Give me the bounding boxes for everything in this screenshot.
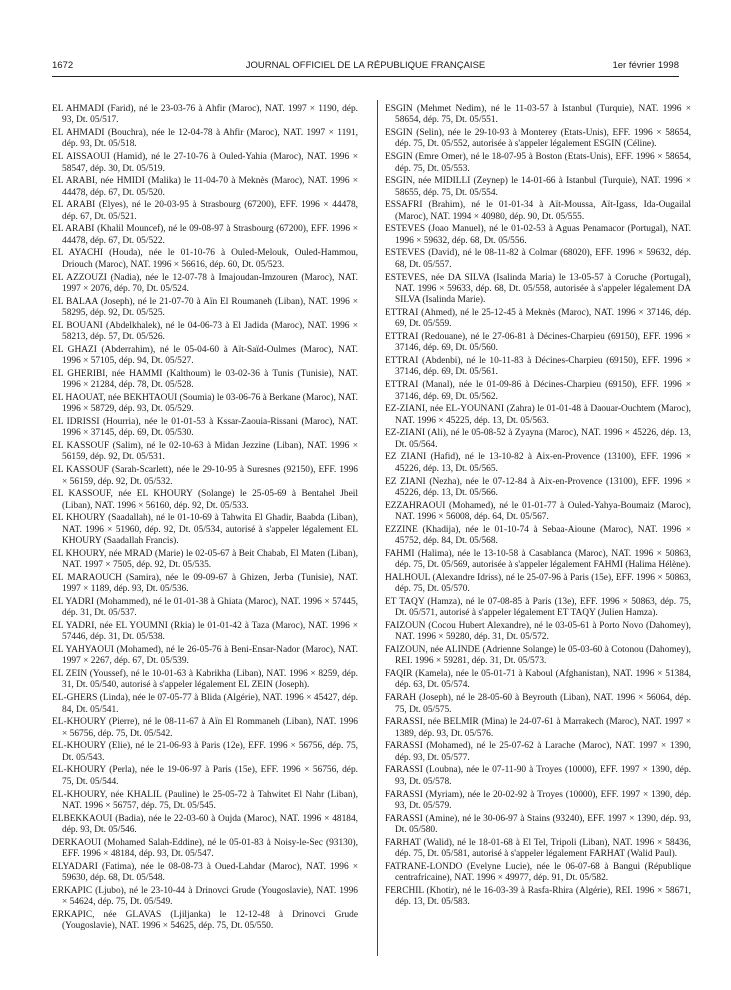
registry-entry: FARASSI (Mohamed), né le 25-07-62 à Larache (Maroc), NAT. 1997 × 1390, dép. 93, Dt. 05/577. [385, 741, 691, 763]
registry-entry: FAIZOUN (Cocou Hubert Alexandre), né le 03-05-61 à Porto Novo (Dahomey), NAT. 1996 × 59280, dép. 31, Dt. 05/572. [385, 620, 691, 643]
registry-entry: EZ-ZIANI, née EL-YOUNANI (Zahra) le 01-01-48 à Daouar-Ouchtem (Maroc), NAT. 1996 × 45225, dép. 13, Dt. 05/563. [385, 404, 691, 426]
registry-entry: EZZAHRAOUI (Mohamed), né le 01-01-77 à Ouled-Yahya-Boumaiz (Maroc), NAT. 1996 × 56008, dép. 64, Dt. 05/567. [385, 500, 691, 522]
registry-entry: EL KASSOUF (Salim), né le 02-10-63 à Midan Jezzine (Liban), NAT. 1996 × 56159, dép. 92, Dt. 05/531. [52, 441, 358, 463]
registry-entry: ERKAPIC, née GLAVAS (Ljiljanka) le 12-12-48 à Drinovci Grude (Yougoslavie), NAT. 1996 × 54625, dép. 75, Dt. 05/550. [52, 909, 358, 932]
registry-entry: EL AHMADI (Farid), né le 23-03-76 à Ahfir (Maroc), NAT. 1997 × 1190, dép. 93, Dt. 05/517. [52, 104, 358, 126]
registry-entry: EL IDRISSI (Hourria), née le 01-01-53 à Kssar-Zaouia-Rissani (Maroc), NAT. 1996 × 37145, dép. 69, Dt. 05/530. [52, 417, 358, 439]
registry-entry: ESGIN, née MIDILLI (Zeynep) le 14-01-66 à Istanbul (Turquie), NAT. 1996 × 58655, dép. 75, Dt. 05/554. [385, 176, 691, 198]
page-header [52, 60, 679, 76]
registry-entry: EL GHERIBI, née HAMMI (Kalthoum) le 03-02-36 à Tunis (Tunisie), NAT. 1996 × 21284, dép. 78, Dt. 05/528. [52, 368, 358, 391]
registry-entry: FERCHIL (Khotir), né le 16-03-39 à Rasfa-Rhira (Algérie), REI. 1996 × 58671, dép. 13, Dt. 05/583. [385, 885, 691, 908]
registry-entry: EZ ZIANI (Hafid), né le 13-10-82 à Aix-en-Provence (13100), EFF. 1996 × 45226, dép. 13, Dt. 05/565. [385, 452, 691, 474]
registry-entry: FARASSI (Amine), né le 30-06-97 à Stains (93240), EFF. 1997 × 1390, dép. 93, Dt. 05/580. [385, 813, 691, 835]
registry-entry: FAHMI (Halima), née le 13-10-58 à Casablanca (Maroc), NAT. 1996 × 50863, dép. 75, Dt. 05/569, autorisée à s'appeler légalement FAHMI (Halima Hélène). [385, 548, 691, 571]
registry-entry: EL ARABI, née HMIDI (Malika) le 11-04-70 à Meknès (Maroc), NAT. 1996 × 44478, dép. 67, Dt. 05/520. [52, 176, 358, 198]
registry-entry: EL AISSAOUI (Hamid), né le 27-10-76 à Ouled-Yahia (Maroc), NAT. 1996 × 58547, dép. 30, Dt. 05/519. [52, 152, 358, 174]
right-column [385, 104, 691, 910]
registry-entry: ET TAQY (Hamza), né le 07-08-85 à Paris (13e), EFF. 1996 × 50863, dép. 75, Dt. 05/571, autorisé à s'appeler légalement ET TAQY (Julien Hamza). [385, 596, 691, 619]
registry-entry: EL KHOURY (Saadallah), né le 01-10-69 à Tahwita El Ghadir, Baabda (Liban), NAT. 1996 × 51960, dép. 92, Dt. 05/534, autorisé à s'appeler légalement EL KHOURY (Saadallah Francis). [52, 513, 358, 547]
registry-entry: ESGIN (Selin), née le 29-10-93 à Monterey (Etats-Unis), EFF. 1996 × 58654, dép. 75, Dt. 05/552, autorisée à s'appeler légalement ESGIN (Céline). [385, 128, 691, 150]
registry-entry: ESTEVES (David), né le 08-11-82 à Colmar (68020), EFF. 1996 × 59632, dép. 68, Dt. 05/557. [385, 248, 691, 270]
registry-entry: ETTRAI (Ahmed), né le 25-12-45 à Meknès (Maroc), NAT. 1996 × 37146, dép. 69, Dt. 05/559. [385, 307, 691, 330]
registry-entry: FATRANE-LONDO (Evelyne Lucie), née le 06-07-68 à Bangui (République centrafricaine), NAT. 1996 × 49977, dép. 91, Dt. 05/582. [385, 861, 691, 884]
registry-entry: EZ ZIANI (Nezha), née le 07-12-84 à Aix-en-Provence (13100), EFF. 1996 × 45226, dép. 13, Dt. 05/566. [385, 476, 691, 498]
registry-entry: EL HAOUAT, née BEKHTAOUI (Soumia) le 03-06-76 à Berkane (Maroc), NAT. 1996 × 58729, dép. 93, Dt. 05/529. [52, 392, 359, 415]
registry-entry: ESTEVES, née DA SILVA (Isalinda Maria) le 13-05-57 à Coruche (Portugal), NAT. 1996 × 59633, dép. 68, Dt. 05/558, autorisée à s'appeler légalement DA SILVA (Isalinda Marie). [385, 272, 691, 306]
registry-entry: DERKAOUI (Mohamed Salah-Eddine), né le 05-01-83 à Noisy-le-Sec (93130), EFF. 1996 × 48184, dép. 93, Dt. 05/547. [52, 837, 358, 860]
registry-entry: EL GHAZI (Abderrahim), né le 05-04-60 à Aït-Saïd-Oulmes (Maroc), NAT. 1996 × 57105, dép. 94, Dt. 05/527. [52, 344, 358, 367]
registry-entry: EL KHOURY, née MRAD (Marie) le 02-05-67 à Beit Chabab, El Maten (Liban), NAT. 1997 × 7505, dép. 92, Dt. 05/535. [52, 548, 358, 571]
registry-entry: FAQIR (Kamela), née le 05-01-71 à Kaboul (Afghanistan), NAT. 1996 × 51384, dép. 63, Dt. 05/574. [385, 669, 691, 691]
registry-entry: ELYADARI (Fatima), née le 08-08-73 à Oued-Lahdar (Maroc), NAT. 1996 × 59630, dép. 68, Dt. 05/548. [52, 861, 358, 884]
registry-entry: FARASSI (Loubna), née le 07-11-90 à Troyes (10000), EFF. 1997 × 1390, dép. 93, Dt. 05/578. [385, 765, 691, 787]
journal-title: JOURNAL OFFICIEL DE LA RÉPUBLIQUE FRANÇAISE [245, 60, 486, 71]
registry-entry: EL YADRI, née EL YOUMNI (Rkia) le 01-01-42 à Taza (Maroc), NAT. 1996 × 57446, dép. 31, Dt. 05/538. [52, 620, 358, 643]
left-column [52, 104, 358, 934]
registry-entry: EZZINE (Khadija), née le 01-10-74 à Sebaa-Aioune (Maroc), NAT. 1996 × 45752, dép. 84, Dt. 05/568. [385, 524, 691, 547]
registry-entry: EL-KHOURY (Elie), né le 21-06-93 à Paris (12e), EFF. 1996 × 56756, dép. 75, Dt. 05/543. [52, 741, 358, 763]
registry-entry: FARASSI, née BELMIR (Mina) le 24-07-61 à Marrakech (Maroc), NAT. 1997 × 1389, dép. 93, Dt. 05/576. [385, 717, 691, 739]
registry-entry: EL AHMADI (Bouchra), née le 12-04-78 à Ahfir (Maroc), NAT. 1997 × 1191, dép. 93, Dt. 05/518. [52, 128, 358, 150]
registry-entry: EL ZEIN (Youssef), né le 10-01-63 à Kabrikha (Liban), NAT. 1996 × 8259, dép. 31, Dt. 05/540, autorisé à s'appeler légalement EL ZEIN (Joseph). [52, 669, 358, 691]
column-divider [377, 100, 378, 956]
registry-entry: EL YAHYAOUI (Mohamed), né le 26-05-76 à Beni-Ensar-Nador (Maroc), NAT. 1997 × 2267, dép. 67, Dt. 05/539. [52, 645, 358, 667]
registry-entry: EL KASSOUF (Sarah-Scarlett), née le 29-10-95 à Suresnes (92150), EFF. 1996 × 56159, dép. 92, Dt. 05/532. [52, 465, 358, 487]
registry-entry: EL BOUANI (Abdelkhalek), né le 04-06-73 à El Jadida (Maroc), NAT. 1996 × 58213, dép. 57, Dt. 05/526. [52, 320, 358, 343]
registry-entry: EZ-ZIANI (Ali), né le 05-08-52 à Zyayna (Maroc), NAT. 1996 × 45226, dép. 13, Dt. 05/564. [385, 428, 691, 450]
registry-entry: EL-KHOURY (Perla), née le 19-06-97 à Paris (15e), EFF. 1996 × 56756, dép. 75, Dt. 05/544. [52, 765, 358, 787]
registry-entry: EL ARABI (Elyes), né le 20-03-95 à Strasbourg (67200), EFF. 1996 × 44478, dép. 67, Dt. 05/521. [52, 200, 358, 222]
registry-entry: EL BALAA (Joseph), né le 21-07-70 à Aïn El Roumaneh (Liban), NAT. 1996 × 58295, dép. 92, Dt. 05/525. [52, 296, 358, 318]
header-rule [52, 76, 679, 77]
registry-entry: ETTRAI (Abdenbi), né le 10-11-83 à Décines-Charpieu (69150), EFF. 1996 × 37146, dép. 69, Dt. 05/561. [385, 356, 691, 378]
registry-entry: ELBEKKAOUI (Badia), née le 22-03-60 à Oujda (Maroc), NAT. 1996 × 48184, dép. 93, Dt. 05/546. [52, 813, 358, 835]
registry-entry: EL-GHERS (Linda), née le 07-05-77 à Blida (Algérie), NAT. 1996 × 45427, dép. 84, Dt. 05/541. [52, 693, 358, 715]
registry-entry: ERKAPIC (Ljubo), né le 23-10-44 à Drinovci Grude (Yougoslavie), NAT. 1996 × 54624, dép. 75, Dt. 05/549. [52, 885, 358, 908]
registry-entry: HALHOUL (Alexandre Idriss), né le 25-07-96 à Paris (15e), EFF. 1996 × 50863, dép. 75, Dt. 05/570. [385, 572, 691, 595]
registry-entry: FARASSI (Myriam), née le 20-02-92 à Troyes (10000), EFF. 1997 × 1390, dép. 93, Dt. 05/579. [385, 789, 691, 811]
page-number: 1672 [52, 60, 74, 71]
registry-entry: EL ARABI (Khalil Mouncef), né le 09-08-97 à Strasbourg (67200), EFF. 1996 × 44478, dép. 67, Dt. 05/522. [52, 224, 358, 246]
registry-entry: ETTRAI (Manal), née le 01-09-86 à Décines-Charpieu (69150), EFF. 1996 × 37146, dép. 69, Dt. 05/562. [385, 380, 691, 402]
registry-entry: EL YADRI (Mohammed), né le 01-01-38 à Ghiata (Maroc), NAT. 1996 × 57445, dép. 31, Dt. 05/537. [52, 596, 358, 619]
registry-entry: EL AZZOUZI (Nadia), née le 12-07-78 à Imajoudan-Imzouren (Maroc), NAT. 1997 × 2076, dép. 70, Dt. 05/524. [52, 272, 358, 294]
registry-entry: FAIZOUN, née ALINDE (Adrienne Solange) le 05-03-60 à Cotonou (Dahomey), REI. 1996 × 59281, dép. 31, Dt. 05/573. [385, 645, 691, 667]
registry-entry: EL-KHOURY (Pierre), né le 08-11-67 à Aïn El Rommaneh (Liban), NAT. 1996 × 56756, dép. 75, Dt. 05/542. [52, 717, 358, 739]
publication-date: 1er février 1998 [612, 60, 679, 71]
registry-entry: ETTRAI (Redouane), né le 27-06-81 à Décines-Charpieu (69150), EFF. 1996 × 37146, dép. 69, Dt. 05/560. [385, 332, 691, 354]
registry-entry: ESTEVES (Joao Manuel), né le 01-02-53 à Aguas Penamacor (Portugal), NAT. 1996 × 59632, dép. 68, Dt. 05/556. [385, 224, 691, 246]
registry-entry: EL KASSOUF, née EL KHOURY (Solange) le 25-05-69 à Bentahel Jbeil (Liban), NAT. 1996 × 56160, dép. 92, Dt. 05/533. [52, 489, 358, 511]
registry-entry: EL AYACHI (Houda), née le 01-10-76 à Ouled-Melouk, Ouled-Hammou, Driouch (Maroc), NAT. 1996 × 56616, dép. 60, Dt. 05/523. [52, 248, 358, 270]
registry-entry: EL MARAOUCH (Samira), née le 09-09-67 à Ghizen, Jerba (Tunisie), NAT. 1997 × 1189, dép. 93, Dt. 05/536. [52, 572, 358, 595]
registry-entry: ESSAFRI (Brahim), né le 01-01-34 à Aït-Moussa, Aït-Igass, Ida-Ougailal (Maroc), NAT. 1994 × 40980, dép. 90, Dt. 05/555. [385, 200, 691, 222]
registry-entry: FARHAT (Walid), né le 18-01-68 à El Tel, Tripoli (Liban), NAT. 1996 × 58436, dép. 75, Dt. 05/581, autorisé à s'appeler légalement FARHAT (Walid Paul). [385, 837, 691, 860]
registry-entry: EL-KHOURY, née KHALIL (Pauline) le 25-05-72 à Tahwitet El Nahr (Liban), NAT. 1996 × 56757, dép. 75, Dt. 05/545. [52, 789, 358, 811]
registry-entry: FARAH (Joseph), né le 28-05-60 à Beyrouth (Liban), NAT. 1996 × 56064, dép. 75, Dt. 05/575. [385, 693, 691, 715]
registry-entry: ESGIN (Mehmet Nedim), né le 11-03-57 à Istanbul (Turquie), NAT. 1996 × 58654, dép. 75, Dt. 05/551. [385, 104, 691, 126]
registry-entry: ESGIN (Emre Omer), né le 18-07-95 à Boston (Etats-Unis), EFF. 1996 × 58654, dép. 75, Dt. 05/553. [385, 152, 691, 174]
